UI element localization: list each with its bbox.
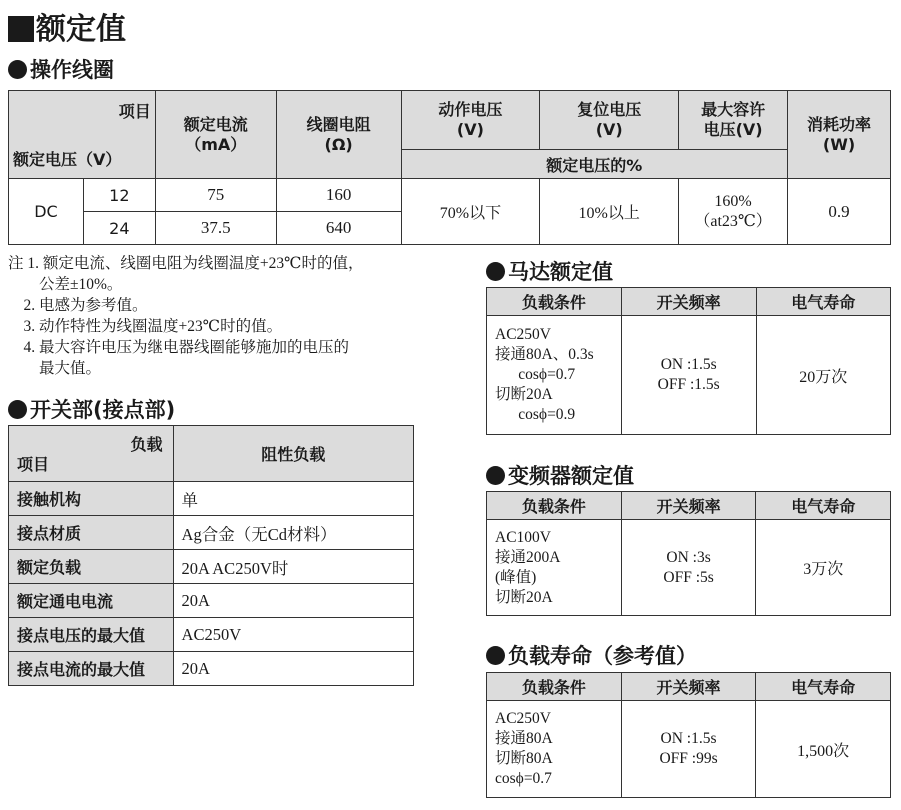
section-title-motor: 马达额定值 [486, 256, 613, 286]
header-rated-voltage-pct: 额定电压的% [401, 150, 788, 179]
bullet-icon [8, 400, 27, 419]
header-resistive-load: 阻性负载 [173, 426, 413, 482]
resistance-cell: 160 [276, 179, 401, 212]
header-item: 项目 [17, 455, 50, 474]
header-electrical-life: 电气寿命 [756, 492, 891, 520]
load-condition: AC250V 接通80A 切断80A cosϕ=0.7 [487, 701, 622, 798]
note-line: 最大值。 [8, 360, 102, 377]
header-switching-frequency: 开关频率 [621, 673, 756, 701]
row-value: 20A [173, 584, 413, 618]
switching-frequency: ON :3s OFF :5s [621, 520, 756, 616]
header-pickup-voltage: 动作电压 (V) [401, 91, 540, 150]
header-switching-frequency: 开关频率 [621, 288, 756, 316]
header-load-item-cell [9, 426, 174, 482]
bullet-icon [486, 466, 505, 485]
row-value: 20A [173, 652, 413, 686]
voltage-cell: 12 [83, 179, 155, 212]
section-title-contacts: 开关部(接点部) [8, 394, 175, 424]
header-dropout-voltage: 复位电压 (V) [540, 91, 679, 150]
note-line: 注 1. 额定电流、线圈电阻为线圈温度+23℃时的值， [8, 255, 364, 272]
voltage-cell: 24 [83, 212, 155, 245]
row-value: 20A AC250V时 [173, 550, 413, 584]
electrical-life: 3万次 [756, 520, 891, 616]
header-max-voltage: 最大容许 电压(V) [679, 91, 788, 150]
square-bullet-icon [8, 16, 34, 42]
row-label: 接点电流的最大值 [9, 652, 174, 686]
header-switching-frequency: 开关频率 [621, 492, 756, 520]
max-voltage-value: 160% （at23℃） [679, 179, 788, 245]
header-rated-current: 额定电流 （mA） [155, 91, 276, 179]
switching-frequency: ON :1.5s OFF :99s [621, 701, 756, 798]
inverter-table [486, 491, 891, 616]
note-line: 4. 最大容许电压为继电器线圈能够施加的电压的 [8, 339, 350, 356]
load-life-table [486, 672, 891, 798]
resistance-cell: 640 [276, 212, 401, 245]
section-title-coil: 操作线圈 [8, 54, 114, 84]
current-cell: 75 [155, 179, 276, 212]
contacts-table [8, 425, 414, 686]
row-label: 额定负载 [9, 550, 174, 584]
row-label: 接触机构 [9, 482, 174, 516]
motor-table [486, 287, 891, 435]
coil-table [8, 90, 891, 245]
header-electrical-life: 电气寿命 [756, 673, 891, 701]
row-label: 接点材质 [9, 516, 174, 550]
electrical-life: 1,500次 [756, 701, 891, 798]
header-item: 项目 [118, 102, 151, 121]
electrical-life: 20万次 [756, 316, 890, 435]
dc-label: DC [9, 179, 84, 245]
section-title-inverter: 变频器额定值 [486, 460, 634, 490]
bullet-icon [486, 646, 505, 665]
pickup-value: 70%以下 [401, 179, 540, 245]
header-load-condition: 负载条件 [487, 288, 622, 316]
page-title: 额定值 [8, 4, 126, 48]
header-power: 消耗功率 (W) [788, 91, 891, 179]
header-load: 负载 [130, 435, 163, 454]
row-label: 额定通电电流 [9, 584, 174, 618]
dropout-value: 10%以上 [540, 179, 679, 245]
row-value: Ag合金（无Cd材料） [173, 516, 413, 550]
switching-frequency: ON :1.5s OFF :1.5s [621, 316, 756, 435]
load-condition: AC250V 接通80A、0.3s cosϕ=0.7 切断20A cosϕ=0.9 [487, 316, 622, 435]
notes [8, 253, 363, 379]
row-label: 接点电压的最大值 [9, 618, 174, 652]
header-electrical-life: 电气寿命 [756, 288, 890, 316]
header-item-voltage-cell [9, 91, 156, 179]
note-line: 3. 动作特性为线圈温度+23℃时的值。 [8, 318, 283, 335]
header-load-condition: 负载条件 [487, 492, 622, 520]
section-title-load-life: 负载寿命（参考值） [486, 640, 697, 670]
header-load-condition: 负载条件 [487, 673, 622, 701]
header-rated-voltage: 额定电压（V） [13, 150, 122, 169]
bullet-icon [8, 60, 27, 79]
note-line: 2. 电感为参考值。 [8, 297, 148, 314]
row-value: 单 [173, 482, 413, 516]
row-value: AC250V [173, 618, 413, 652]
power-value: 0.9 [788, 179, 891, 245]
load-condition: AC100V 接通200A (峰值) 切断20A [487, 520, 622, 616]
note-line: 公差±10%。 [8, 276, 123, 293]
current-cell: 37.5 [155, 212, 276, 245]
bullet-icon [486, 262, 505, 281]
header-coil-resistance: 线圈电阻 (Ω) [276, 91, 401, 179]
